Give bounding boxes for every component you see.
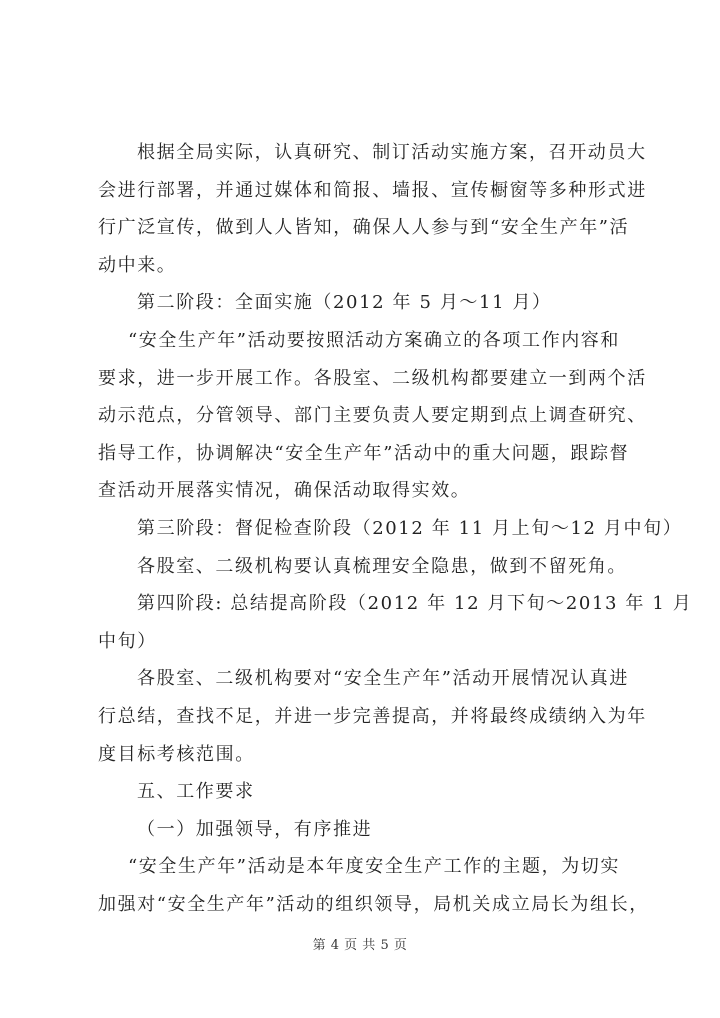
paragraph-line: 动示范点，分管领导、部门主要负责人要定期到点上调查研究、 — [98, 405, 647, 427]
paragraph-line: 行广泛宣传，做到人人皆知，确保人人参与到“安全生产年”活 — [98, 217, 630, 239]
stage-heading: 第三阶段：督促检查阶段（2012 年 11 月上旬～12 月中旬） — [137, 517, 683, 539]
page-number: 第 4 页 共 5 页 — [312, 938, 408, 953]
stage-heading: 第四阶段: 总结提高阶段（2012 年 12 月下旬～2013 年 1 月 — [137, 593, 693, 615]
paragraph-line: 度目标考核范围。 — [98, 743, 255, 765]
subsection-heading: （一）加强领导，有序推进 — [137, 818, 373, 840]
paragraph-line: 加强对“安全生产年”活动的组织领导，局机关成立局长为组长， — [98, 893, 649, 915]
paragraph-line: 指导工作，协调解决“安全生产年”活动中的重大问题，跟踪督 — [98, 442, 630, 464]
stage-heading: 第二阶段：全面实施（2012 年 5 月～11 月） — [137, 292, 552, 314]
paragraph-line: 要求，进一步开展工作。各股室、二级机构都要建立一到两个活 — [98, 367, 647, 389]
paragraph-line: 行总结，查找不足，并进一步完善提高，并将最终成绩纳入为年 — [98, 705, 647, 727]
paragraph-line: “安全生产年”活动是本年度安全生产工作的主题，为切实 — [128, 856, 621, 878]
paragraph-line: 动中来。 — [98, 254, 177, 276]
paragraph-line: 查活动开展落实情况，确保活动取得实效。 — [98, 480, 471, 502]
document-body — [98, 134, 693, 923]
paragraph-line: 根据全局实际，认真研究、制订活动实施方案，召开动员大 — [137, 142, 647, 163]
paragraph-line: 中旬） — [98, 630, 157, 652]
paragraph-line: “安全生产年”活动要按照活动方案确立的各项工作内容和 — [128, 329, 621, 351]
paragraph-line: 会进行部署，并通过媒体和简报、墙报、宣传橱窗等多种形式进 — [98, 179, 647, 201]
section-heading: 五、工作要求 — [137, 781, 255, 803]
paragraph-line: 各股室、二级机构要对“安全生产年”活动开展情况认真进 — [137, 668, 630, 690]
paragraph-line: 各股室、二级机构要认真梳理安全隐患，做到不留死角。 — [137, 555, 627, 577]
